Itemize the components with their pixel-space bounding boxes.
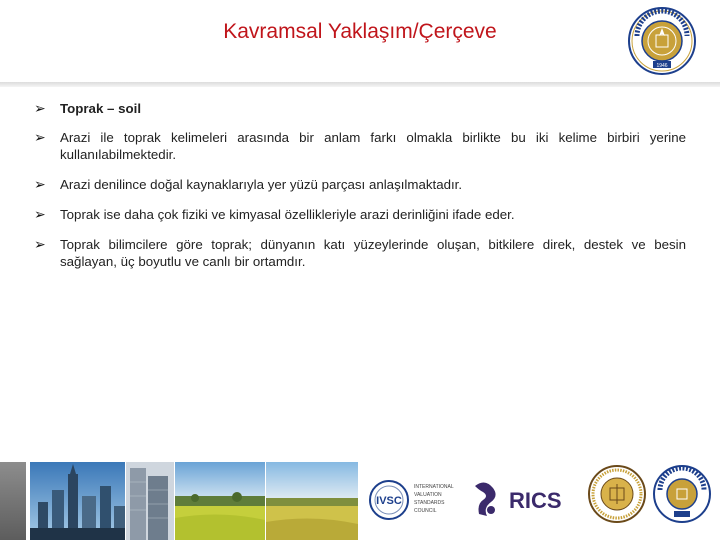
bullet-text: Toprak – soil <box>60 101 142 116</box>
university-seal-logo <box>627 6 697 76</box>
bullet-list <box>34 96 686 270</box>
rics-wordmark: RICS <box>509 488 562 513</box>
ivsc-mark: IVSC <box>376 495 402 507</box>
bullet-item <box>34 129 686 163</box>
green-field-image <box>175 462 265 540</box>
bullet-item <box>34 100 686 117</box>
ivsc-line2: VALUATION <box>414 492 442 498</box>
bullet-text: Toprak ise daha çok fiziki ve kimyasal özellikleriyle arazi derinliğini ifade eder. <box>60 207 515 222</box>
bullet-item <box>34 176 686 193</box>
glass-towers-image <box>126 462 174 540</box>
bullet-arrow-icon: ➢ <box>34 236 46 252</box>
bullet-item <box>34 206 686 223</box>
bullet-text: Toprak bilimcilere göre toprak; dünyanın katı yüzeylerinde oluşan, bitkilere direk, destek ve besin sağlayan, üç boyutlu ve canlı bir ortamdır. <box>60 237 686 269</box>
wheat-field-image <box>266 462 358 540</box>
footer-grey-bar <box>0 462 26 540</box>
ivsc-line4: COUNCIL <box>414 508 437 514</box>
city-skyline-image <box>30 462 125 540</box>
university-seal-logo-blue <box>652 464 712 524</box>
bullet-text: Arazi ile toprak kelimeleri arasında bir anlam farkı olmakla birlikte bu iki kelime birbiri yerine kullanılabilmektedir. <box>60 130 686 162</box>
title-divider <box>0 82 720 87</box>
bullet-arrow-icon: ➢ <box>34 100 46 116</box>
bullet-arrow-icon: ➢ <box>34 176 46 192</box>
ivsc-logo <box>367 466 467 534</box>
ivsc-line1: INTERNATIONAL <box>414 484 454 490</box>
bullet-item <box>34 236 686 270</box>
ivsc-line3: STANDARDS <box>414 500 445 506</box>
slide-title: Kavramsal Yaklaşım/Çerçeve <box>223 20 497 43</box>
bullet-arrow-icon: ➢ <box>34 129 46 145</box>
bullet-text: Arazi denilince doğal kaynaklarıyla yer yüzü parçası anlaşılmaktadır. <box>60 177 463 192</box>
rics-logo <box>469 466 579 534</box>
seal-year: 1946 <box>656 63 668 69</box>
bullet-arrow-icon: ➢ <box>34 206 46 222</box>
university-seal-logo-gold <box>587 464 647 524</box>
